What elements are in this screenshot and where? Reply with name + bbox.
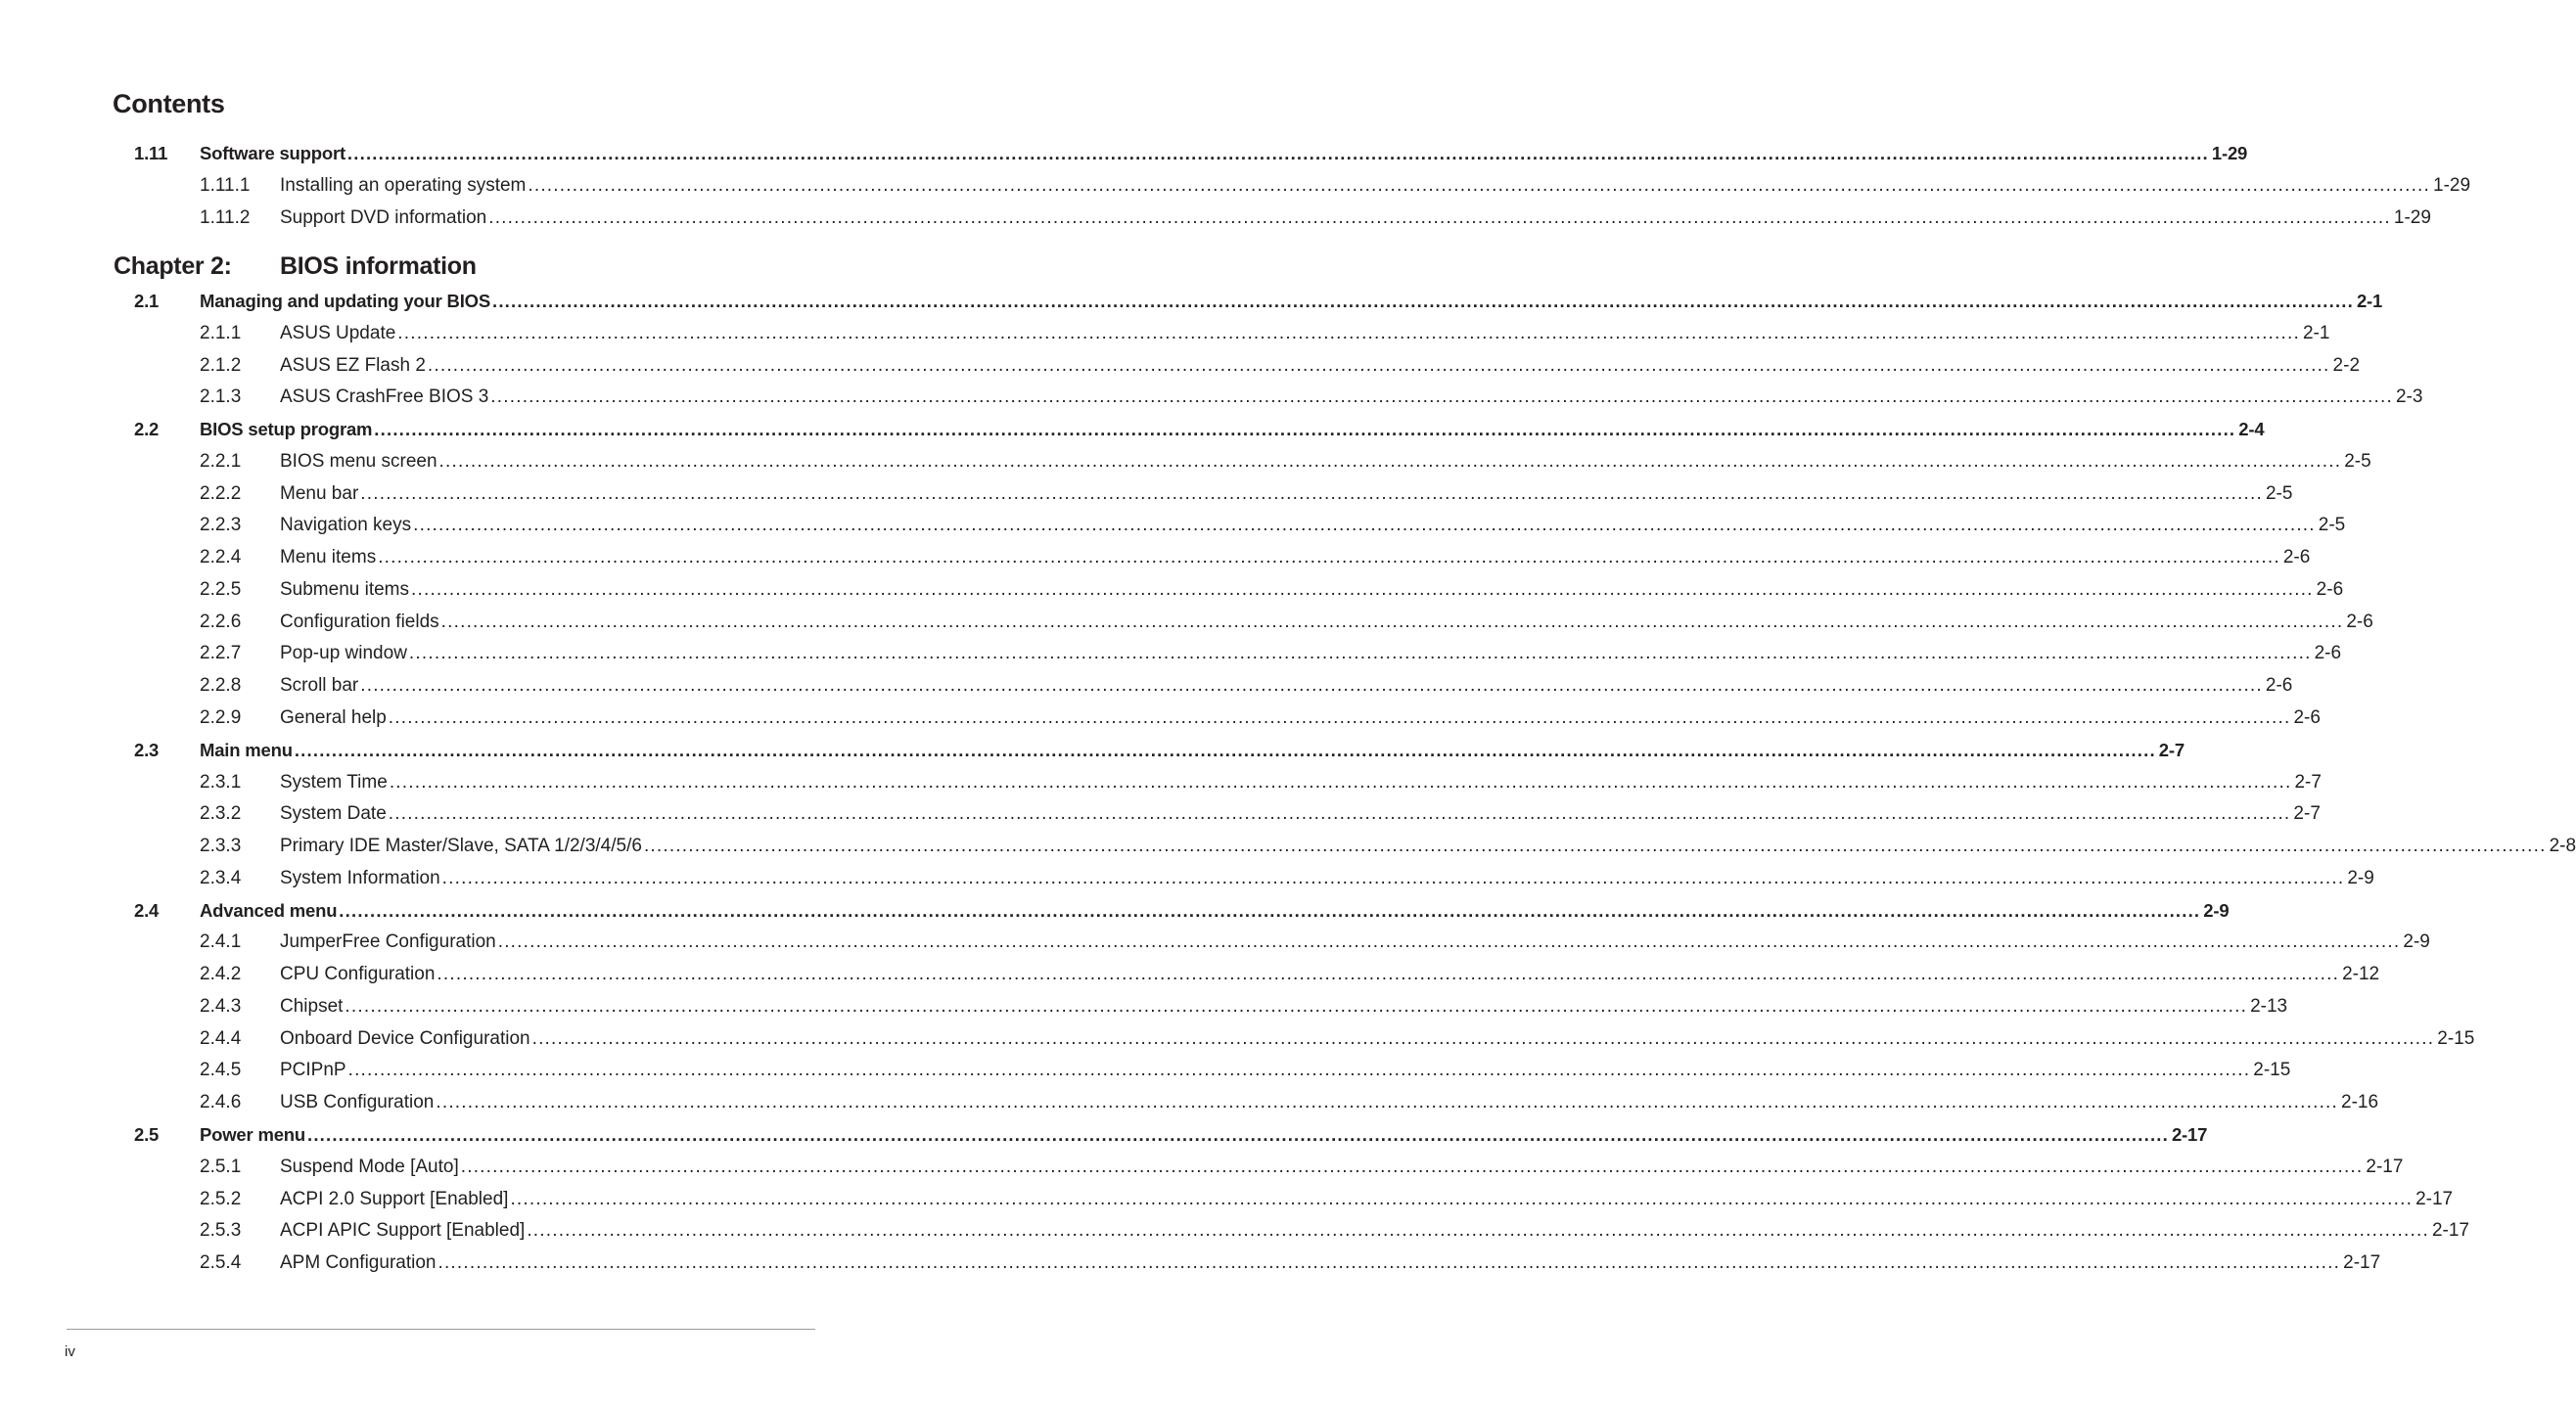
toc-entry-number: 2.2.3 (200, 515, 242, 536)
toc-entry-page: 2-17 (2366, 1156, 2404, 1177)
toc-entry-1-11-1[interactable] (0, 173, 2471, 199)
dot-leader: ............................................................................................................................................................................................................................................................................................................ (527, 1220, 2429, 1242)
toc-entry-2-2-3[interactable] (0, 513, 2346, 538)
dot-leader: ............................................................................................................................................................................................................................................................................................................ (388, 803, 2291, 825)
toc-entry-title: Submenu items (280, 578, 410, 600)
toc-entry-page: 2-15 (2253, 1060, 2291, 1081)
toc-entry-page: 2-9 (2203, 899, 2230, 921)
toc-entry-number: 2.2.2 (200, 482, 242, 504)
toc-entry-line (280, 1218, 2469, 1244)
toc-entry-title: Installing an operating system (280, 175, 527, 197)
toc-entry-title: ACPI APIC Support [Enabled] (280, 1220, 526, 1242)
toc-entry-page: 2-4 (2238, 419, 2265, 440)
toc-entry-title: Power menu (200, 1124, 305, 1146)
toc-entry-page: 2-2 (2332, 354, 2361, 376)
chapter-heading (114, 252, 799, 284)
toc-entry-2-2-6[interactable] (0, 610, 2373, 635)
toc-entry-title: Advanced menu (200, 899, 338, 921)
toc-entry-page: 2-6 (2282, 547, 2311, 568)
dot-leader: ............................................................................................................................................................................................................................................................................................................ (488, 207, 2391, 229)
toc-entry-page: 2-6 (2314, 643, 2342, 664)
toc-entry-line (280, 962, 2380, 987)
toc-entry-page: 1-29 (2393, 207, 2431, 229)
toc-entry-page: 2-7 (2294, 771, 2322, 793)
toc-entry-line (280, 513, 2346, 538)
toc-entry-2-1-1[interactable] (0, 321, 2330, 346)
toc-entry-line (280, 449, 2371, 475)
toc-entry-title: PCIPnP (280, 1060, 346, 1081)
toc-entry-page: 2-6 (2265, 675, 2293, 697)
toc-entry-2-4[interactable] (0, 898, 2230, 924)
toc-entry-number: 2.4.6 (200, 1092, 242, 1113)
toc-entry-line (200, 1122, 2208, 1148)
toc-entry-title: ACPI 2.0 Support [Enabled] (280, 1188, 509, 1209)
dot-leader: ............................................................................................................................................................................................................................................................................................................ (460, 1156, 2364, 1177)
toc-entry-page: 2-8 (2549, 836, 2576, 857)
page-number: iv (65, 1343, 75, 1360)
toc-entry-2-2-8[interactable] (0, 673, 2293, 699)
toc-entry-2-3-2[interactable] (0, 801, 2321, 827)
toc-entry-number: 2.2.8 (200, 675, 242, 697)
toc-entry-2-2-1[interactable] (0, 449, 2371, 475)
toc-entry-line (280, 770, 2322, 795)
toc-entry-number: 2.5.1 (200, 1156, 242, 1177)
toc-entry-page: 2-5 (2265, 482, 2293, 504)
toc-entry-title: Navigation keys (280, 515, 412, 536)
toc-entry-number: 2.1.1 (200, 322, 242, 343)
toc-entry-line (280, 1155, 2404, 1180)
toc-entry-2-2[interactable] (0, 417, 2265, 442)
toc-entry-2-5-1[interactable] (0, 1155, 2404, 1180)
dot-leader: ............................................................................................................................................................................................................................................................................................................ (427, 354, 2330, 376)
toc-entry-number: 2.1.2 (200, 354, 242, 376)
dot-leader: ............................................................................................................................................................................................................................................................................................................ (307, 1124, 2169, 1146)
toc-entry-1-11-2[interactable] (0, 205, 2431, 231)
toc-entry-number: 2.4.4 (200, 1027, 242, 1049)
toc-entry-title: Support DVD information (280, 207, 487, 229)
toc-entry-line (280, 577, 2344, 603)
toc-entry-page: 2-5 (2344, 450, 2371, 472)
dot-leader: ............................................................................................................................................................................................................................................................................................................ (346, 143, 2209, 163)
toc-entry-title: Primary IDE Master/Slave, SATA 1/2/3/4/5/6 (280, 836, 642, 857)
toc-entry-2-2-4[interactable] (0, 545, 2311, 570)
dot-leader: ............................................................................................................................................................................................................................................................................................................ (347, 1060, 2251, 1081)
dot-leader: ............................................................................................................................................................................................................................................................................................................ (389, 771, 2292, 793)
toc-entry-title: Pop-up window (280, 643, 407, 664)
toc-entry-page: 2-13 (2250, 995, 2288, 1017)
toc-entry-number: 2.3.4 (200, 867, 242, 888)
toc-entry-line (280, 1058, 2291, 1083)
toc-entry-title: USB Configuration (280, 1092, 435, 1113)
toc-entry-line (280, 801, 2321, 827)
toc-entry-2-1-2[interactable] (0, 353, 2361, 379)
dot-leader: ............................................................................................................................................................................................................................................................................................................ (437, 964, 2340, 985)
toc-entry-title: ASUS Update (280, 322, 396, 343)
toc-entry-number: 2.3.2 (200, 803, 242, 825)
toc-entry-title: Suspend Mode [Auto] (280, 1156, 459, 1177)
toc-entry-2-4-5[interactable] (0, 1058, 2291, 1083)
toc-entry-2-4-6[interactable] (0, 1090, 2379, 1115)
toc-entry-number: 2.3.3 (200, 836, 242, 857)
toc-entry-line (280, 321, 2330, 346)
dot-leader: ............................................................................................................................................................................................................................................................................................................ (345, 995, 2248, 1017)
toc-entry-line (280, 866, 2374, 891)
chapter-title: BIOS information (280, 252, 477, 280)
toc-entry-2-3-4[interactable] (0, 866, 2374, 891)
toc-entry-number: 2.5.2 (200, 1188, 242, 1209)
toc-entry-1-11[interactable] (0, 141, 2248, 166)
toc-entry-title: System Time (280, 771, 388, 793)
chapter-label: Chapter 2: (114, 252, 232, 280)
dot-leader: ............................................................................................................................................................................................................................................................................................................ (411, 578, 2314, 600)
toc-entry-title: Main menu (200, 739, 293, 760)
toc-entry-line (280, 1250, 2381, 1276)
toc-entry-2-2-9[interactable] (0, 705, 2321, 731)
toc-entry-page: 2-17 (2431, 1220, 2469, 1242)
toc-entry-title: Configuration fields (280, 611, 439, 632)
toc-entry-2-4-3[interactable] (0, 994, 2288, 1020)
toc-entry-title: General help (280, 707, 387, 728)
page-title: Contents (113, 89, 225, 118)
dot-leader: ............................................................................................................................................................................................................................................................................................................ (360, 482, 2263, 504)
toc-entry-number: 2.4.1 (200, 931, 242, 953)
toc-entry-number: 2.2.4 (200, 547, 242, 568)
dot-leader: ............................................................................................................................................................................................................................................................................................................ (397, 322, 2300, 343)
dot-leader: ............................................................................................................................................................................................................................................................................................................ (490, 386, 2393, 408)
toc-entry-page: 2-1 (2356, 291, 2383, 311)
toc-entry-title: Onboard Device Configuration (280, 1027, 530, 1049)
toc-entry-number: 2.4.5 (200, 1060, 242, 1081)
toc-entry-page: 2-3 (2395, 386, 2423, 408)
toc-entry-line (280, 205, 2431, 231)
toc-entry-line (280, 930, 2430, 955)
toc-entry-line (280, 610, 2373, 635)
toc-entry-line (280, 545, 2311, 570)
toc-entry-2-4-2[interactable] (0, 962, 2380, 987)
dot-leader: ............................................................................................................................................................................................................................................................................................................ (497, 931, 2401, 953)
toc-entry-2-2-2[interactable] (0, 481, 2293, 507)
toc-entry-number: 2.2 (134, 419, 160, 440)
toc-entry-2-4-1[interactable] (0, 930, 2430, 955)
toc-entry-page: 2-5 (2318, 515, 2346, 536)
dot-leader: ............................................................................................................................................................................................................................................................................................................ (437, 1252, 2341, 1274)
toc-entry-number: 2.2.5 (200, 578, 242, 600)
dot-leader: ............................................................................................................................................................................................................................................................................................................ (408, 643, 2312, 664)
toc-entry-title: BIOS setup program (200, 419, 373, 440)
dot-leader: ............................................................................................................................................................................................................................................................................................................ (531, 1027, 2435, 1049)
toc-entry-2-3-3[interactable] (0, 834, 2576, 859)
toc-entry-number: 1.11.2 (200, 207, 251, 229)
toc-entry-number: 1.11.1 (200, 175, 251, 197)
toc-entry-line (280, 481, 2293, 507)
toc-entry-title: BIOS menu screen (280, 450, 437, 472)
toc-entry-number: 2.3.1 (200, 771, 242, 793)
toc-entry-page: 2-6 (2346, 611, 2373, 632)
toc-entry-line (200, 738, 2185, 763)
toc-entry-line (280, 353, 2361, 379)
toc-entry-page: 1-29 (2211, 143, 2248, 163)
toc-entry-2-1[interactable] (0, 289, 2383, 314)
dot-leader: ............................................................................................................................................................................................................................................................................................................ (441, 867, 2345, 888)
dot-leader: ............................................................................................................................................................................................................................................................................................................ (339, 899, 2201, 921)
toc-entry-number: 2.1 (134, 291, 160, 311)
dot-leader: ............................................................................................................................................................................................................................................................................................................ (438, 450, 2342, 472)
dot-leader: ............................................................................................................................................................................................................................................................................................................ (436, 1092, 2339, 1113)
toc-entry-line (200, 898, 2230, 924)
toc-entry-number: 2.2.7 (200, 643, 242, 664)
toc-entry-title: Software support (200, 143, 345, 163)
dot-leader: ............................................................................................................................................................................................................................................................................................................ (388, 707, 2291, 728)
toc-entry-title: Managing and updating your BIOS (200, 291, 490, 311)
toc-entry-title: Scroll bar (280, 675, 359, 697)
toc-entry-number: 2.4.2 (200, 964, 242, 985)
toc-entry-number: 2.3 (134, 739, 160, 760)
toc-entry-number: 1.11 (134, 143, 168, 163)
dot-leader: ............................................................................................................................................................................................................................................................................................................ (413, 515, 2316, 536)
toc-entry-2-1-3[interactable] (0, 385, 2423, 410)
toc-entry-title: System Date (280, 803, 387, 825)
toc-entry-line (280, 1187, 2454, 1212)
dot-leader: ............................................................................................................................................................................................................................................................................................................ (492, 291, 2354, 311)
toc-entry-number: 2.5.4 (200, 1252, 242, 1274)
toc-entry-page: 2-17 (2171, 1124, 2208, 1146)
toc-entry-line (280, 994, 2288, 1020)
toc-entry-line (280, 705, 2321, 731)
toc-entry-2-5-3[interactable] (0, 1218, 2469, 1244)
dot-leader: ............................................................................................................................................................................................................................................................................................................ (440, 611, 2344, 632)
dot-leader: ............................................................................................................................................................................................................................................................................................................ (294, 739, 2156, 760)
toc-entry-page: 2-17 (2415, 1188, 2454, 1209)
toc-entry-number: 2.1.3 (200, 386, 242, 408)
dot-leader: ............................................................................................................................................................................................................................................................................................................ (528, 175, 2431, 197)
toc-entry-line (200, 289, 2383, 314)
footer-rule (67, 1329, 815, 1330)
toc-entry-title: Menu items (280, 547, 377, 568)
toc-entry-2-3-1[interactable] (0, 770, 2322, 795)
toc-entry-page: 2-16 (2341, 1092, 2379, 1113)
toc-entry-title: Menu bar (280, 482, 359, 504)
toc-entry-page: 2-17 (2343, 1252, 2381, 1274)
toc-entry-line (280, 173, 2471, 199)
toc-entry-number: 2.2.9 (200, 707, 242, 728)
toc-entry-title: Chipset (280, 995, 344, 1017)
toc-entry-page: 2-12 (2342, 964, 2380, 985)
toc-entry-title: JumperFree Configuration (280, 931, 496, 953)
toc-entry-page: 1-29 (2433, 175, 2471, 197)
toc-entry-page: 2-9 (2347, 867, 2374, 888)
toc-entry-line (280, 673, 2293, 699)
toc-entry-title: ASUS EZ Flash 2 (280, 354, 426, 376)
dot-leader: ............................................................................................................................................................................................................................................................................................................ (643, 836, 2547, 857)
toc-entry-number: 2.2.6 (200, 611, 242, 632)
toc-entry-line (280, 1090, 2379, 1115)
toc-entry-number: 2.4.3 (200, 995, 242, 1017)
toc-entry-line (280, 834, 2576, 859)
toc-entry-title: ASUS CrashFree BIOS 3 (280, 386, 489, 408)
toc-entry-number: 2.5 (134, 1124, 160, 1146)
toc-entry-title: APM Configuration (280, 1252, 437, 1274)
toc-entry-page: 2-1 (2302, 322, 2330, 343)
toc-entry-2-3[interactable] (0, 738, 2185, 763)
toc-entry-title: System Information (280, 867, 440, 888)
toc-entry-2-4-4[interactable] (0, 1026, 2475, 1052)
toc-entry-page: 2-6 (2293, 707, 2321, 728)
toc-entry-2-2-5[interactable] (0, 577, 2344, 603)
toc-entry-number: 2.4 (134, 899, 160, 921)
dot-leader: ............................................................................................................................................................................................................................................................................................................ (360, 675, 2263, 697)
toc-entry-2-2-7[interactable] (0, 641, 2342, 666)
toc-entry-page: 2-9 (2403, 931, 2430, 953)
toc-entry-line (280, 385, 2423, 410)
toc-entry-2-5-4[interactable] (0, 1250, 2381, 1276)
toc-entry-page: 2-7 (2293, 803, 2321, 825)
toc-entry-number: 2.5.3 (200, 1220, 242, 1242)
toc-entry-page: 2-15 (2437, 1027, 2475, 1049)
toc-entry-page: 2-7 (2158, 739, 2185, 760)
dot-leader: ............................................................................................................................................................................................................................................................................................................ (510, 1188, 2414, 1209)
toc-entry-2-5-2[interactable] (0, 1187, 2454, 1212)
dot-leader: ............................................................................................................................................................................................................................................................................................................ (374, 419, 2236, 440)
dot-leader: ............................................................................................................................................................................................................................................................................................................ (378, 547, 2280, 568)
toc-entry-line (280, 641, 2342, 666)
toc-entry-title: CPU Configuration (280, 964, 436, 985)
toc-entry-line (280, 1026, 2475, 1052)
toc-entry-number: 2.2.1 (200, 450, 242, 472)
toc-entry-line (200, 141, 2248, 166)
toc-entry-line (200, 417, 2265, 442)
toc-entry-page: 2-6 (2316, 578, 2344, 600)
toc-entry-2-5[interactable] (0, 1122, 2208, 1148)
